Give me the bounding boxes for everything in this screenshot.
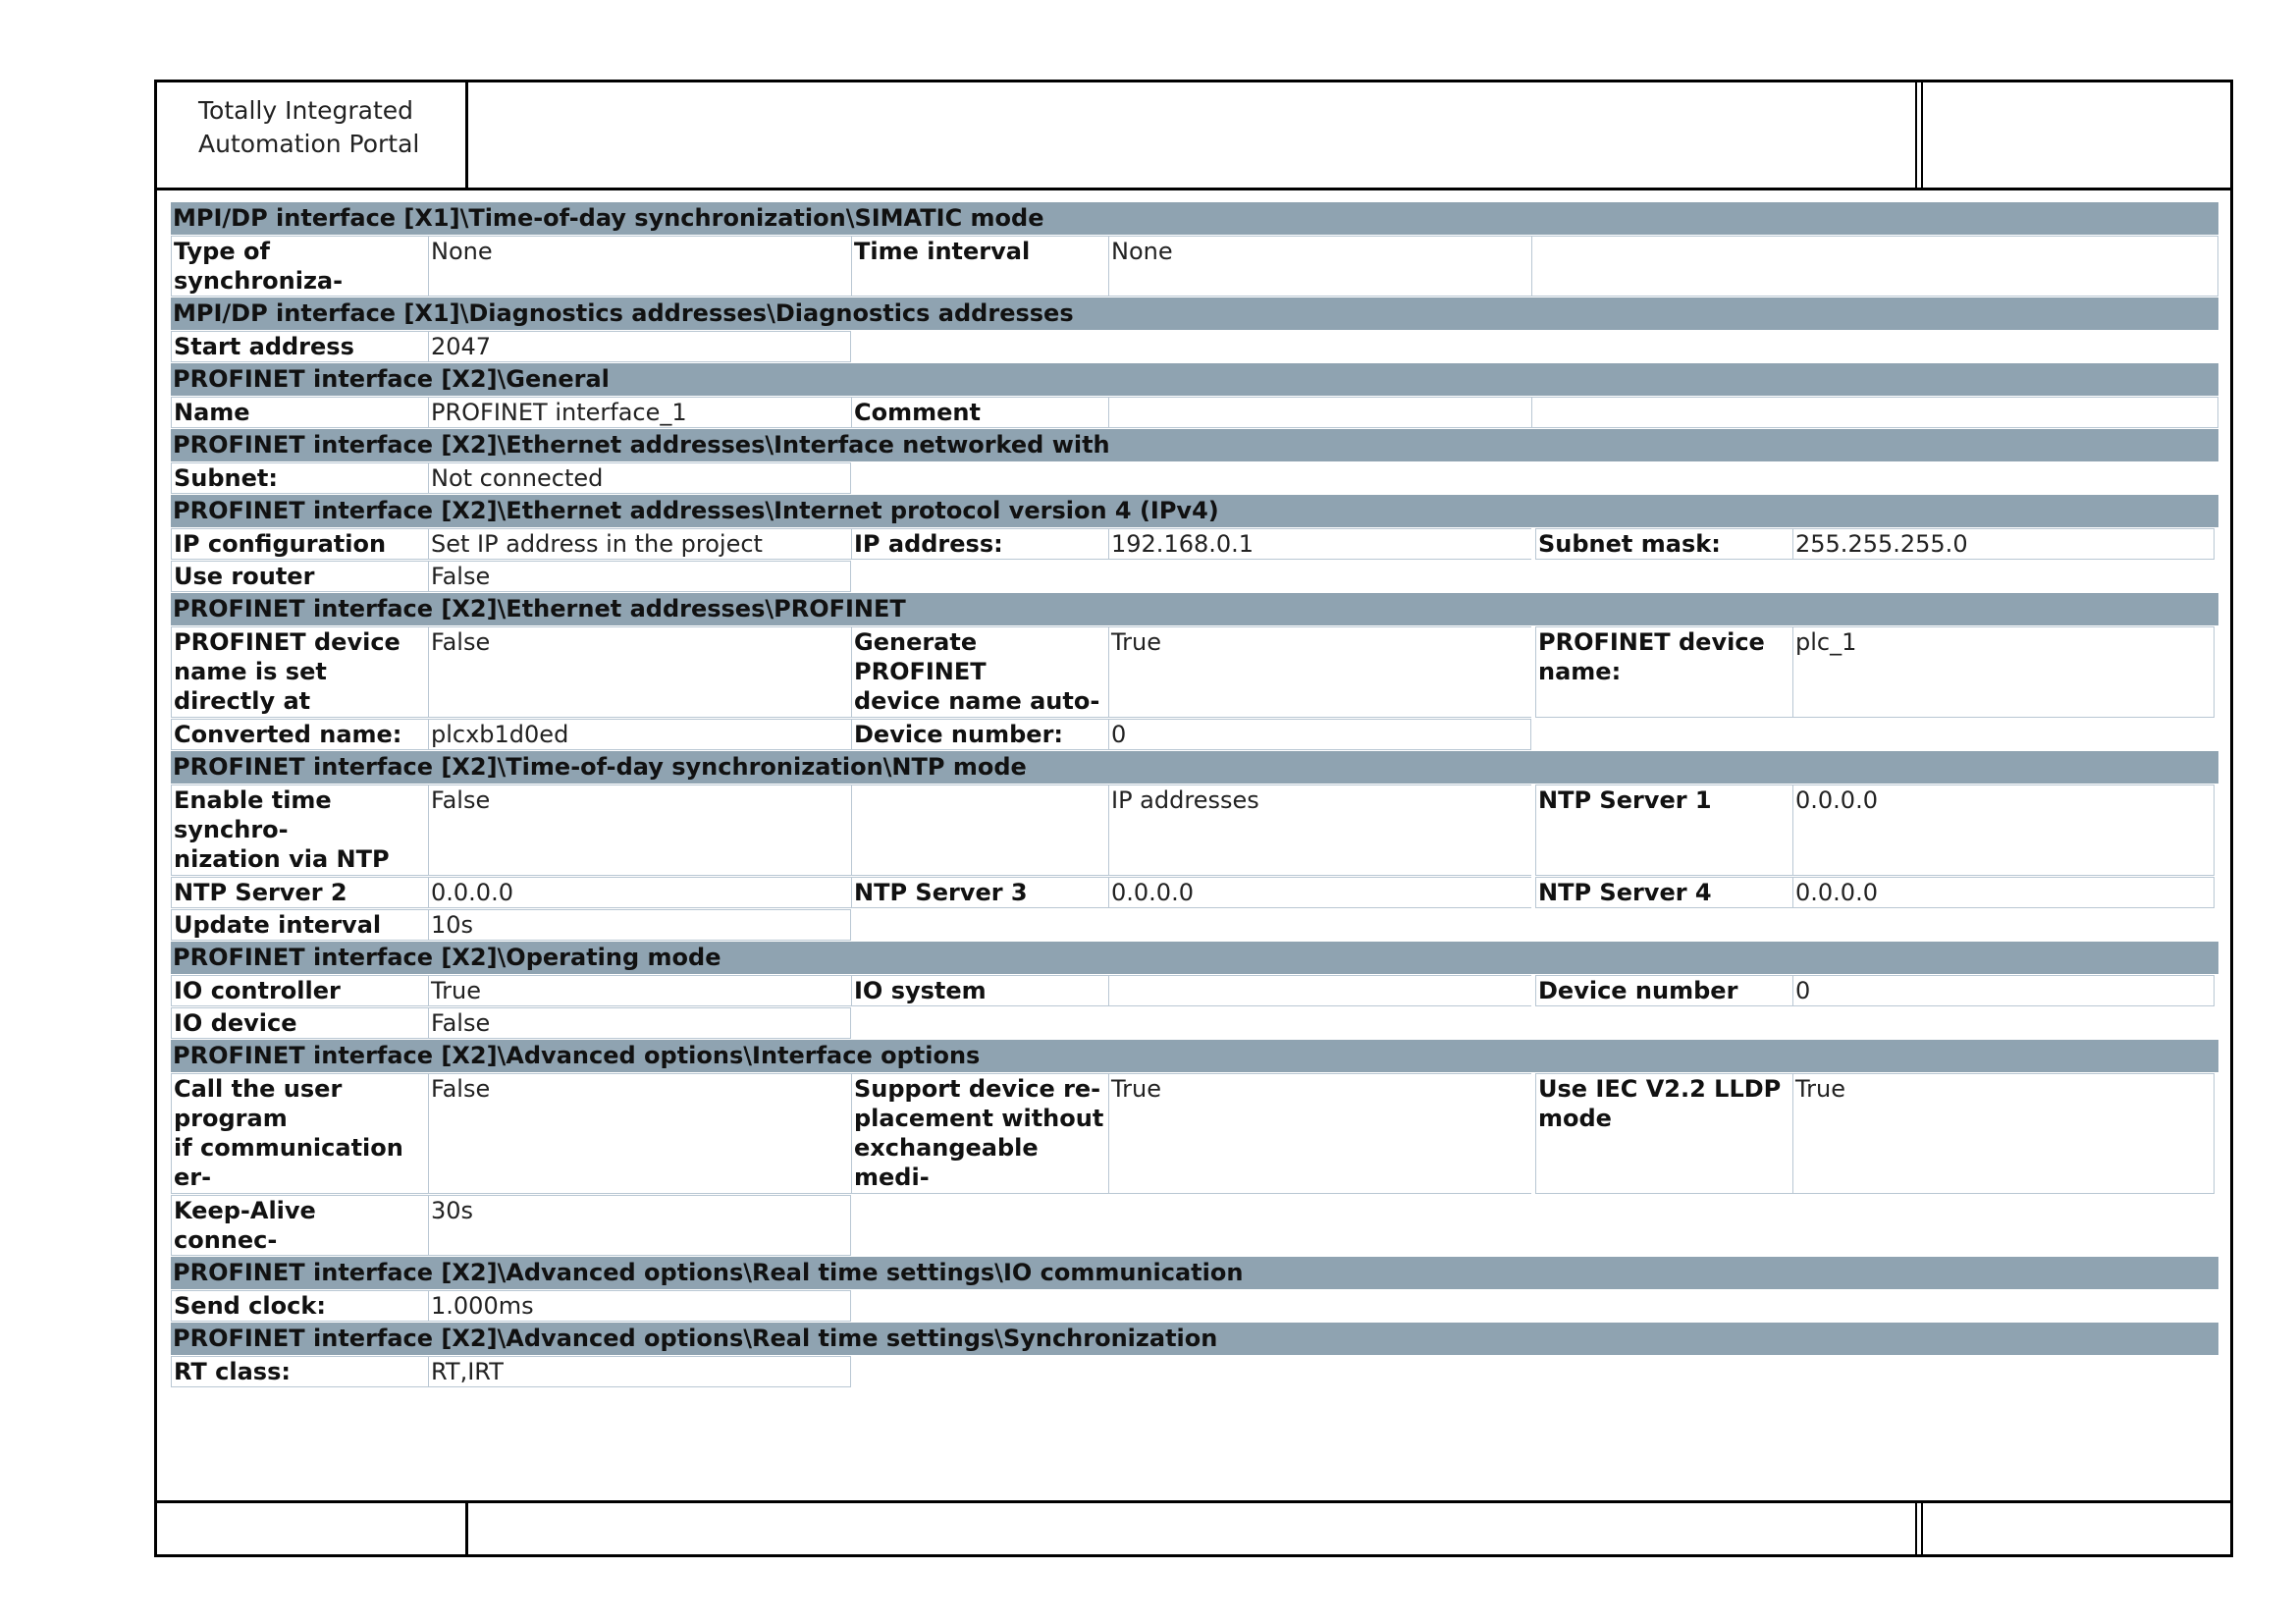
property-label: Send clock: (171, 1290, 428, 1322)
table-row (171, 1073, 2218, 1194)
table-row (171, 975, 2218, 1006)
property-label: NTP Server 1 (1535, 785, 1792, 876)
table-row (171, 1195, 2218, 1256)
property-label: IP address: (851, 528, 1108, 560)
header-title (198, 94, 454, 161)
property-value: 255.255.255.0 (1792, 528, 2215, 560)
property-label: NTP Server 4 (1535, 877, 1792, 908)
property-value: True (1108, 1073, 1531, 1194)
property-value: 0.0.0.0 (1792, 785, 2215, 876)
empty-cell (1531, 236, 2218, 297)
property-value: None (428, 236, 851, 297)
property-value: 192.168.0.1 (1108, 528, 1531, 560)
property-value: True (1108, 626, 1531, 718)
property-value: Not connected (428, 462, 851, 494)
property-value: 10s (428, 909, 851, 941)
table-row (171, 1290, 2218, 1322)
property-value: 0 (1108, 719, 1531, 750)
table-row (171, 236, 2218, 297)
section-header: PROFINET interface [X2]\Ethernet addresses\PROFINET (171, 593, 2218, 625)
footer-double-rule (1915, 1503, 1923, 1554)
table-row (171, 1356, 2218, 1387)
property-value: True (1792, 1073, 2215, 1194)
property-label: Enable time synchro- nization via NTP (171, 785, 428, 876)
property-label: Use IEC V2.2 LLDP mode (1535, 1073, 1792, 1194)
property-label: IO controller (171, 975, 428, 1006)
property-value: 30s (428, 1195, 851, 1256)
property-value: plc_1 (1792, 626, 2215, 718)
section-header: MPI/DP interface [X1]\Diagnostics addresses\Diagnostics addresses (171, 298, 2218, 330)
section-header: PROFINET interface [X2]\Advanced options\Real time settings\Synchronization (171, 1323, 2218, 1355)
header-title-line2: Automation Portal (198, 130, 420, 158)
property-label: IP configuration (171, 528, 428, 560)
property-value: 0.0.0.0 (428, 877, 851, 908)
property-value: 0.0.0.0 (1108, 877, 1531, 908)
property-value: 0.0.0.0 (1792, 877, 2215, 908)
table-row (171, 331, 2218, 362)
property-label: Generate PROFINET device name auto- (851, 626, 1108, 718)
section-header: PROFINET interface [X2]\Ethernet addresses\Internet protocol version 4 (IPv4) (171, 495, 2218, 527)
section-header: PROFINET interface [X2]\General (171, 363, 2218, 396)
property-value: False (428, 1073, 851, 1194)
table-row (171, 719, 2218, 750)
table-row (171, 785, 2218, 876)
property-label: Name (171, 397, 428, 428)
property-value (1108, 397, 1531, 428)
table-row (171, 462, 2218, 494)
table-row (171, 397, 2218, 428)
section-header: PROFINET interface [X2]\Advanced options\Interface options (171, 1040, 2218, 1072)
property-label: Update interval (171, 909, 428, 941)
footer-vertical-divider (465, 1500, 468, 1557)
section-header: PROFINET interface [X2]\Time-of-day synchronization\NTP mode (171, 751, 2218, 784)
property-value: Set IP address in the project (428, 528, 851, 560)
property-value (1108, 975, 1531, 1006)
property-label: Use router (171, 561, 428, 592)
table-row (171, 909, 2218, 941)
property-value: IP addresses (1108, 785, 1531, 876)
empty-cell (1531, 397, 2218, 428)
property-label: Device number (1535, 975, 1792, 1006)
property-label (851, 785, 1108, 876)
property-label: Start address (171, 331, 428, 362)
property-value: None (1108, 236, 1531, 297)
header-vertical-divider (465, 80, 468, 189)
property-value: PROFINET interface_1 (428, 397, 851, 428)
property-label: Call the user program if communication er- (171, 1073, 428, 1194)
table-row (171, 1007, 2218, 1039)
property-label: Type of synchroniza- (171, 236, 428, 297)
property-label: PROFINET device name is set directly at (171, 626, 428, 718)
property-value: RT,IRT (428, 1356, 851, 1387)
property-value: 1.000ms (428, 1290, 851, 1322)
property-label: NTP Server 2 (171, 877, 428, 908)
property-value: False (428, 1007, 851, 1039)
section-header: MPI/DP interface [X1]\Time-of-day synchronization\SIMATIC mode (171, 202, 2218, 235)
section-header: PROFINET interface [X2]\Operating mode (171, 942, 2218, 974)
properties-table (171, 202, 2218, 1388)
property-value: False (428, 626, 851, 718)
property-label: IO device (171, 1007, 428, 1039)
property-label: PROFINET device name: (1535, 626, 1792, 718)
property-label: RT class: (171, 1356, 428, 1387)
section-header: PROFINET interface [X2]\Ethernet addresses\Interface networked with (171, 429, 2218, 461)
property-value: True (428, 975, 851, 1006)
property-label: Support device re- placement without exchangeable medi- (851, 1073, 1108, 1194)
table-row (171, 626, 2218, 718)
header-title-line1: Totally Integrated (198, 96, 413, 125)
table-row (171, 877, 2218, 908)
property-label: Subnet: (171, 462, 428, 494)
table-row (171, 561, 2218, 592)
table-row (171, 528, 2218, 560)
property-value: False (428, 785, 851, 876)
property-label: Time interval (851, 236, 1108, 297)
header-double-rule (1915, 82, 1923, 189)
property-label: Keep-Alive connec- (171, 1195, 428, 1256)
section-header: PROFINET interface [X2]\Advanced options\Real time settings\IO communication (171, 1257, 2218, 1289)
property-label: Converted name: (171, 719, 428, 750)
property-value: 0 (1792, 975, 2215, 1006)
property-label: NTP Server 3 (851, 877, 1108, 908)
property-label: Device number: (851, 719, 1108, 750)
property-label: IO system (851, 975, 1108, 1006)
property-value: 2047 (428, 331, 851, 362)
property-value: False (428, 561, 851, 592)
property-label: Comment (851, 397, 1108, 428)
property-value: plcxb1d0ed (428, 719, 851, 750)
property-label: Subnet mask: (1535, 528, 1792, 560)
